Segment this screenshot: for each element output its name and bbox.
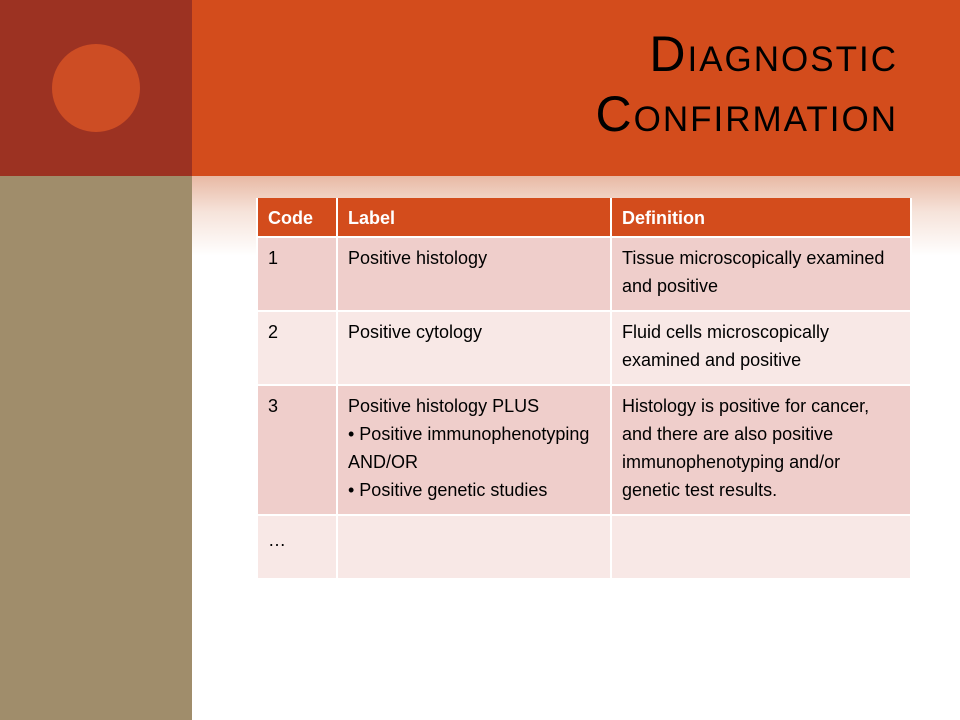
cell-definition: Fluid cells microscopically examined and positive (611, 311, 911, 385)
table-row (257, 385, 911, 515)
label-line: Positive histology (348, 248, 488, 268)
codes-table (256, 198, 912, 580)
cell-label (337, 311, 611, 385)
label-line: Positive cytology (348, 322, 483, 342)
cell-code: 1 (257, 237, 337, 311)
cell-definition: Tissue microscopically examined and positive (611, 237, 911, 311)
cell-definition (611, 515, 911, 579)
table-row (257, 311, 911, 385)
cell-label (337, 385, 611, 515)
slide-title-line-1: Diagnostic (649, 26, 898, 82)
sidebar-bottom-block (0, 176, 192, 720)
slide-title (596, 24, 899, 144)
cell-definition: Histology is positive for cancer, and there are also positive immunophenotyping and/or genetic test results. (611, 385, 911, 515)
slide-title-line-2: Confirmation (595, 86, 898, 142)
label-bullet-line: • Positive immunophenotyping AND/OR (348, 424, 590, 472)
header-label: Label (337, 198, 611, 237)
table-header-row (257, 198, 911, 237)
cell-code: 3 (257, 385, 337, 515)
table-row (257, 237, 911, 311)
header-code: Code (257, 198, 337, 237)
header-definition: Definition (611, 198, 911, 237)
diagnostic-confirmation-table (256, 198, 912, 580)
cell-label (337, 237, 611, 311)
label-line: Positive histology PLUS (348, 396, 540, 416)
cell-code: … (257, 515, 337, 579)
cell-code: 2 (257, 311, 337, 385)
table-row (257, 515, 911, 579)
label-bullet-line: • Positive genetic studies (348, 480, 548, 500)
cell-label (337, 515, 611, 579)
decorative-circle (52, 44, 140, 132)
